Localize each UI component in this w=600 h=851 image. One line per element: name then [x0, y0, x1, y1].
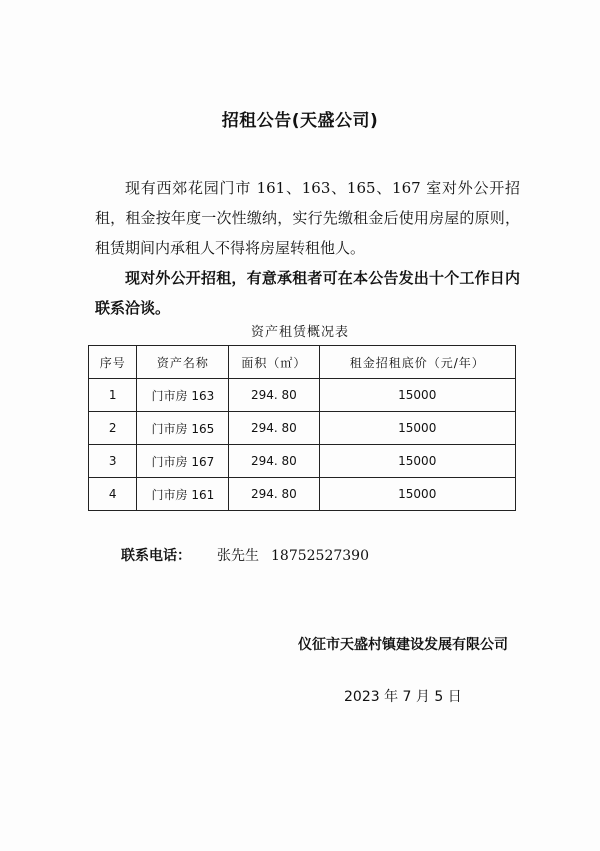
cell-asset-name: 门市房 165: [137, 412, 229, 445]
cell-index: 2: [89, 412, 137, 445]
table-row: [89, 445, 516, 478]
cell-index: 4: [89, 478, 137, 511]
issuing-company: 仪征市天盛村镇建设发展有限公司: [298, 637, 508, 653]
asset-lease-table: [88, 345, 516, 511]
contact-label: 联系电话：: [121, 548, 191, 564]
notice-paragraph-2: 现对外公开招租，有意承租者可在本公告发出十个工作日内联系洽谈。: [95, 269, 520, 317]
cell-base-rent: 15000: [319, 412, 515, 445]
header-index: 序号: [89, 346, 137, 379]
cell-asset-name: 门市房 161: [137, 478, 229, 511]
table-header-row: [89, 346, 516, 379]
table-row: [89, 412, 516, 445]
table-row: [89, 379, 516, 412]
cell-index: 1: [89, 379, 137, 412]
notice-paragraph-1: 现有西郊花园门市 161、163、165、167 室对外公开招租，租金按年度一次性缴纳，实行先缴租金后使用房屋的原则，租赁期间内承租人不得将房屋转租他人。: [95, 179, 520, 257]
cell-base-rent: 15000: [319, 445, 515, 478]
cell-area: 294. 80: [229, 445, 319, 478]
header-base-rent: 租金招租底价（元/年）: [319, 346, 515, 379]
cell-asset-name: 门市房 167: [137, 445, 229, 478]
cell-area: 294. 80: [229, 379, 319, 412]
page-title: 招租公告(天盛公司): [221, 111, 379, 131]
table-caption: 资产租赁概况表: [250, 325, 349, 340]
cell-base-rent: 15000: [319, 478, 515, 511]
cell-base-rent: 15000: [319, 379, 515, 412]
header-area: 面积（㎡）: [229, 346, 319, 379]
issue-date: 2023 年 7 月 5 日: [344, 689, 462, 705]
contact-person: 张先生: [217, 548, 259, 564]
cell-area: 294. 80: [229, 478, 319, 511]
table-row: [89, 478, 516, 511]
contact-phone: 18752527390: [271, 548, 369, 564]
cell-asset-name: 门市房 163: [137, 379, 229, 412]
cell-index: 3: [89, 445, 137, 478]
header-asset-name: 资产名称: [137, 346, 229, 379]
contact-line: [121, 545, 369, 565]
cell-area: 294. 80: [229, 412, 319, 445]
